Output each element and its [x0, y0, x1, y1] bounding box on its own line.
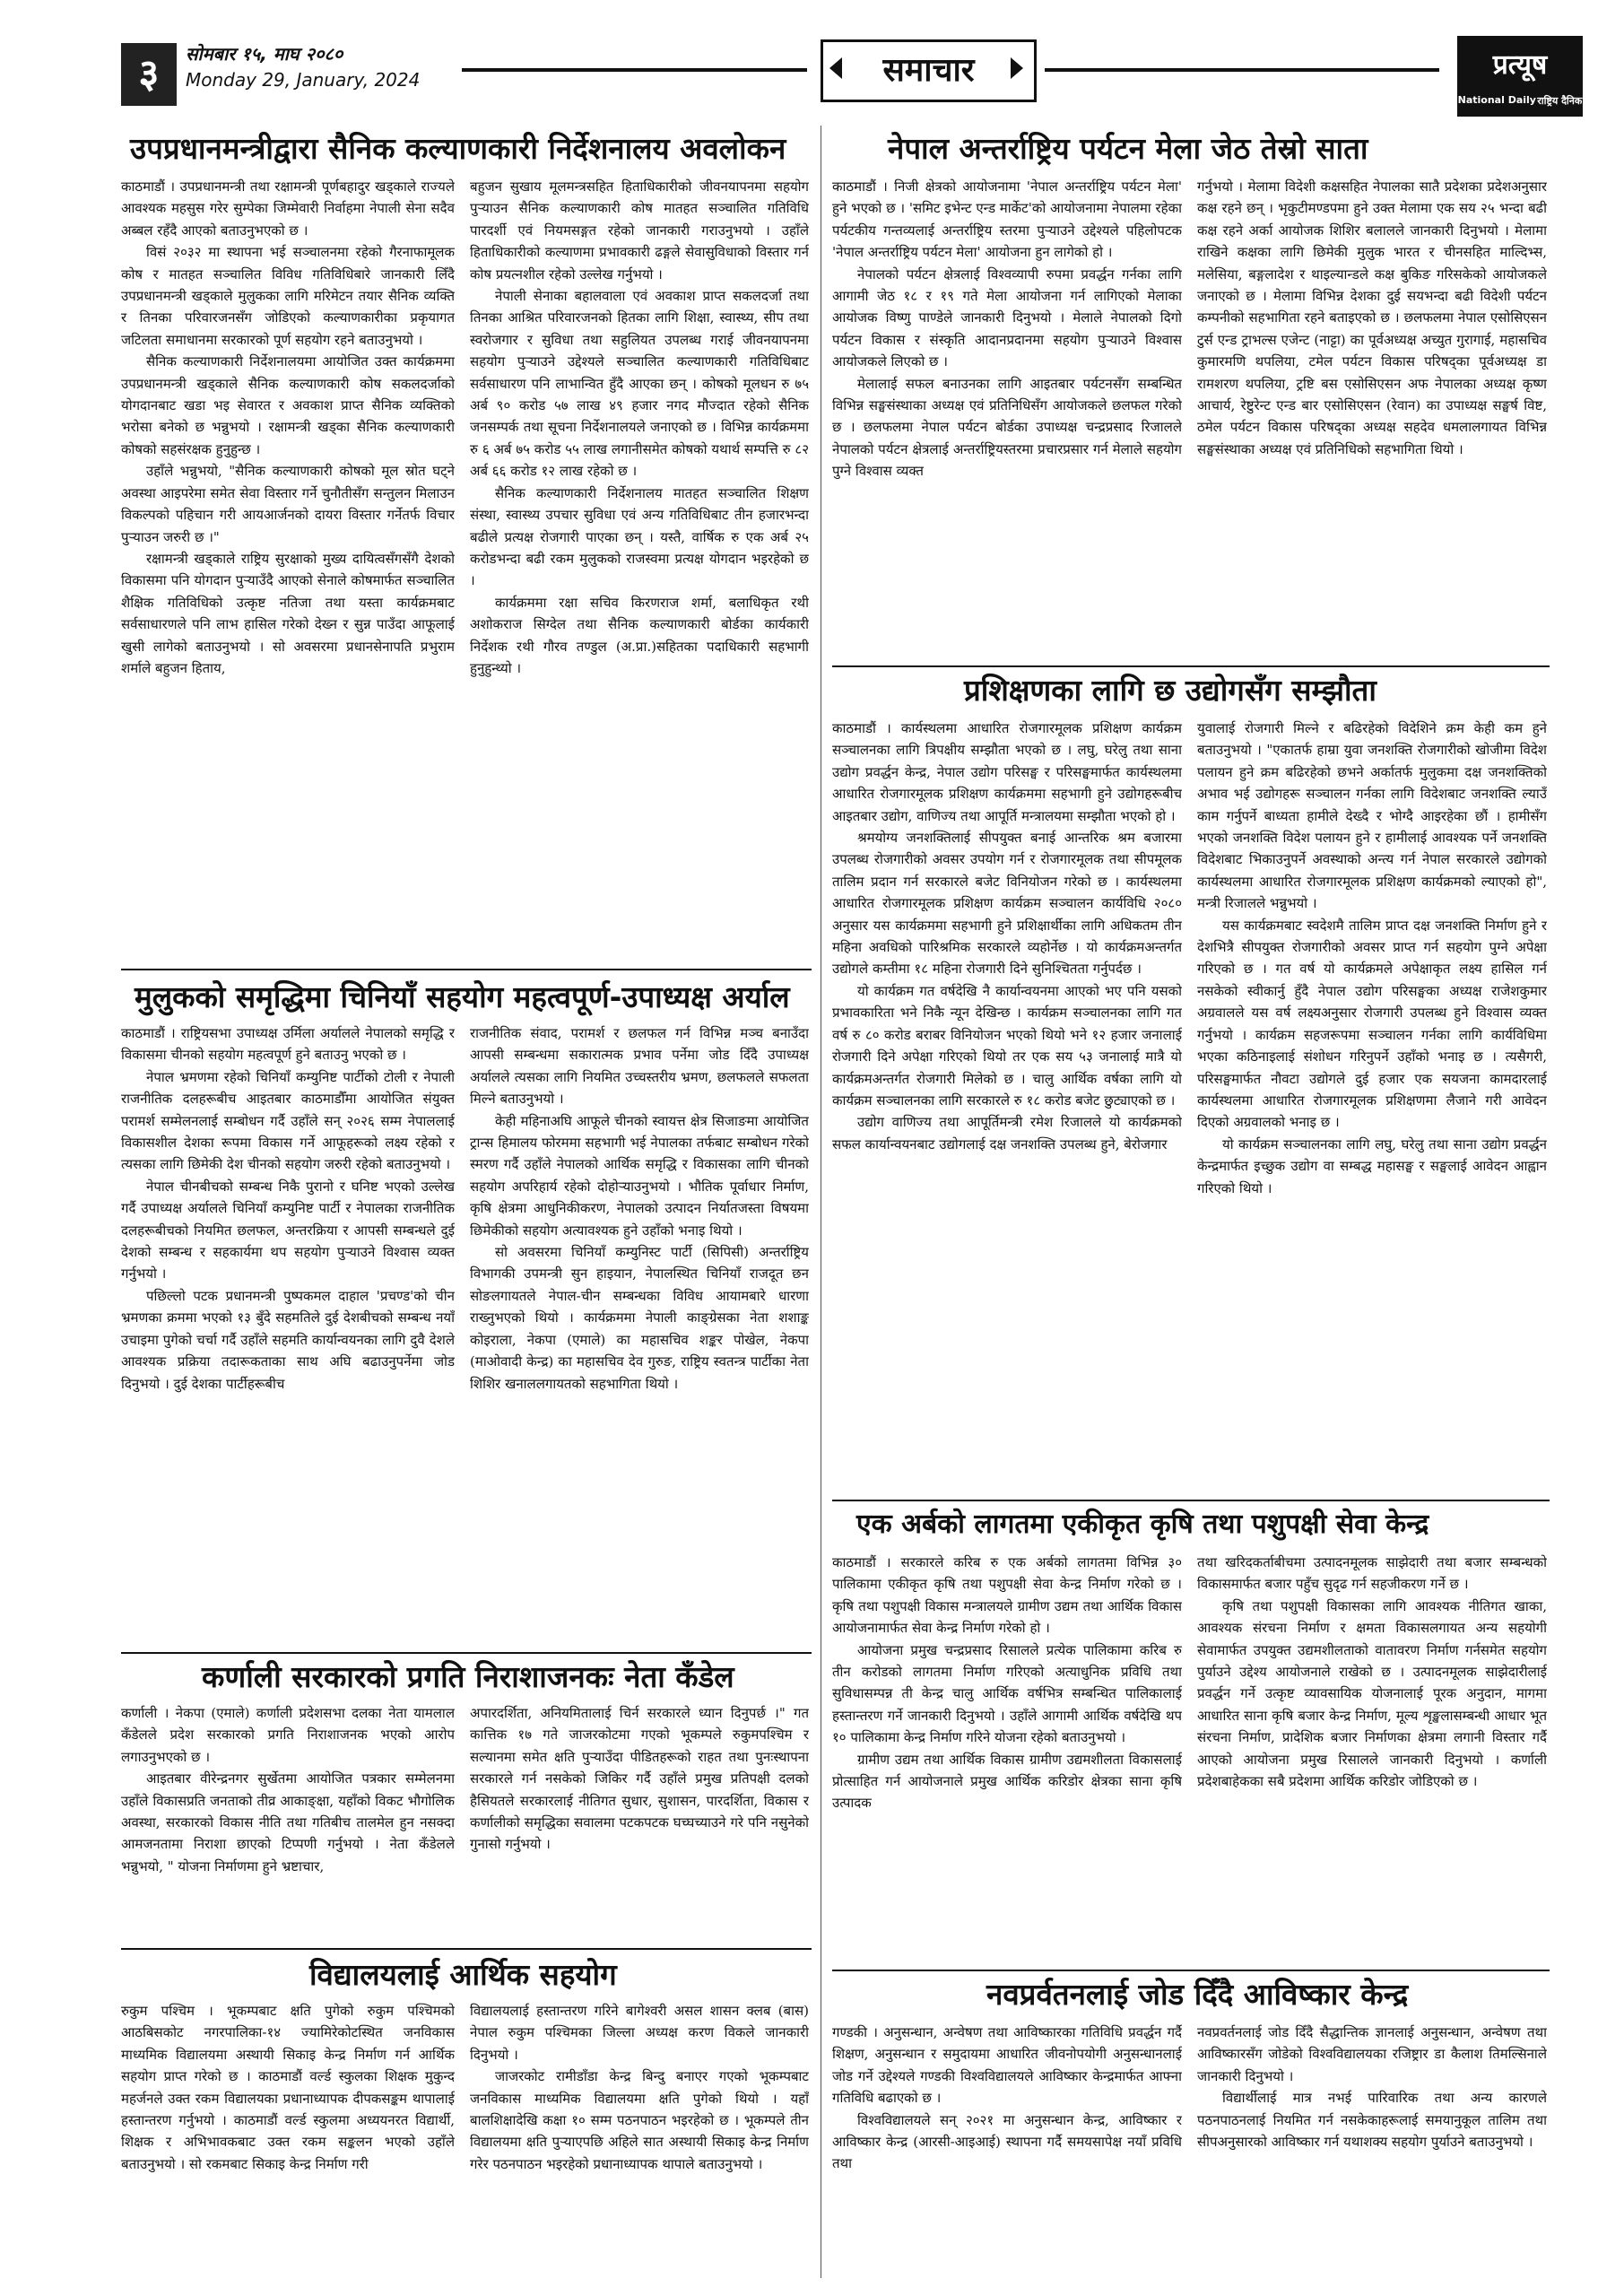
article-column: [121, 1022, 455, 1646]
article-column: [1197, 176, 1547, 660]
paragraph: काठमाडौं । कार्यस्थलमा आधारित रोजगारमूलक प्रशिक्षण कार्यक्रम सञ्चालनका लागि त्रिपक्षीय सम्झौता भएको छ । लघु, घरेलु तथा साना उद्योग प्रवर्द्धन केन्द्र, नेपाल उद्योग परिसङ्घ र परिसङ्घमार्फत कार्यस्थलमा आधारित रोजगारमूलक प्रशिक्षण कार्यक्रममा सहभागी हुने उद्योगहरूबीच आइतबार उद्योग, वाणिज्य तथा आपूर्ति मन्त्रालयमा सम्झौता भएको हो ।: [832, 720, 1182, 824]
article-divider: [121, 1652, 812, 1654]
paragraph: यस कार्यक्रमबाट स्वदेशमै तालिम प्राप्त दक्ष जनशक्ति निर्माण हुने र देशभित्रै सीपयुक्त रोजगारीको अवसर प्राप्त गर्न सहयोग पुग्ने अपेक्षा गरिएको छ । गत वर्ष यो कार्यक्रमले अपेक्षाकृत लक्ष्य हासिल गर्न नसकेको स्वीकार्नु हुँदै नेपाल उद्योग परिसङ्घका अध्यक्ष राजेशकुमार अग्रवालले यस वर्ष लक्ष्यअनुसार रोजगारी उपलब्ध हुने विश्वास व्यक्त गर्नुभयो । कार्यक्रम सहजरूपमा सञ्चालन गर्नका लागि कार्यविधिमा भएका कठिनाइलाई संशोधन गरिनुपर्ने उहाँको भनाइ छ । त्यसैगरी, परिसङ्घमार्फत नौवटा उद्योगले दुई हजार एक सयजना कामदारलाई कार्यस्थलमा आधारित रोजगारमूलक प्रशिक्षणमा लैजाने गरी आवेदन दिएको अग्रवालको भनाइ छ ।: [1197, 917, 1547, 1131]
article-column: [832, 176, 1182, 660]
article-divider: [832, 665, 1550, 667]
article-column: [121, 1702, 455, 1943]
masthead-rule-left: [462, 68, 807, 72]
paragraph: गण्डकी । अनुसन्धान, अन्वेषण तथा आविष्कारका गतिविधि प्रवर्द्धन गर्दै शिक्षण, अनुसन्धान र समुदायमा आधारित जीवनोपयोगी अनुसन्धानलाई जोड गर्ने उद्देश्यले गण्डकी विश्वविद्यालयले आविष्कार केन्द्रमार्फत आफ्ना गतिविधि बढाएको छ ।: [832, 2024, 1182, 2107]
headline: विद्यालयलाई आर्थिक सहयोग: [309, 1957, 617, 1992]
paragraph: गर्नुभयो । मेलामा विदेशी कक्षसहित नेपालका सातै प्रदेशका प्रदेशअनुसार कक्ष रहने छन् । भृकुटीमण्डपमा हुने उक्त मेलामा एक सय २५ भन्दा बढी कक्ष रहने अर्का आयोजक शिशिर बलालले जानकारी दिनुभयो । मेलामा राखिने कक्षका लागि छिमेकी मुलुक भारत र चीनसहित माल्दिभ्स, मलेसिया, बङ्गलादेश र थाइल्यान्डले कक्ष बुकिङ गरिसकेको आयोजकले जनाएको छ । मेलामा विभिन्न देशका दुई सयभन्दा बढी विदेशी पर्यटन कम्पनीको सहभागिता रहने बताइएको छ । छलफलमा नेपाल एसोसिएसन टुर्स एन्ड ट्राभल्स एजेन्ट (नाट्टा) का पूर्वअध्यक्ष अच्युत गुरागाई, महासचिव कुमारमणि थपलिया, टमेल पर्यटन विकास परिषद्का पूर्वअध्यक्ष डा रामशरण थपलिया, ट्रष्टि बस एसोसिएसन अफ नेपालका अध्यक्ष कृष्ण आचार्य, रेष्टुरेन्ट एन्ड बार एसोसिएसन (रेवान) का उपाध्यक्ष सङ्घर्ष विष्ट, ठमेल पर्यटन विकास परिषद्का अध्यक्ष सहदेव धमलालगायत विभिन्न सङ्घसंस्थाका अध्यक्ष एवं प्रतिनिधिको सहभागिता थियो ।: [1197, 178, 1547, 457]
paragraph: ग्रामीण उद्यम तथा आर्थिक विकास ग्रामीण उद्यमशीलता विकासलाई प्रोत्साहित गर्न आयोजनाले प्रमुख आर्थिक करिडोर क्षेत्रका साना कृषि उत्पादक: [832, 1751, 1182, 1812]
headline: एक अर्बको लागतमा एकीकृत कृषि तथा पशुपक्षी सेवा केन्द्र: [856, 1509, 1429, 1540]
paragraph: कार्यक्रममा रक्षा सचिव किरणराज शर्मा, बलाधिकृत रथी अशोकराज सिग्देल तथा सैनिक कल्याणकारी बोर्डका कार्यकारी निर्देशक रथी गौरव तण्डुल (अ.प्रा.)सहितका पदाधिकारी सहभागी हुनुहुन्थ्यो ।: [470, 594, 809, 676]
paragraph: उद्योग वाणिज्य तथा आपूर्तिमन्त्री रमेश रिजालले यो कार्यक्रमको सफल कार्यान्वयनबाट उद्योगलाई दक्ष जनशक्ति उपलब्ध हुने, बेरोजगार: [832, 1114, 1182, 1152]
article-column: [832, 2022, 1182, 2269]
masthead-rule-right: [1045, 68, 1439, 72]
paragraph: काठमाडौं । उपप्रधानमन्त्री तथा रक्षामन्त्री पूर्णबहादुर खड्काले राज्यले आवश्यक महसुस गरेर सुम्पेका जिम्मेवारी निर्वाहमा नेपाली सेना सदैव अब्बल रहँदै आएको बताउनुभएको छ ।: [121, 178, 455, 239]
article-column: [121, 176, 455, 961]
headline: मुलुकको समृद्धिमा चिनियाँ सहयोग महत्वपूर्ण-उपाध्यक्ष अर्याल: [135, 979, 790, 1014]
paragraph: आयोजना प्रमुख चन्द्रप्रसाद रिसालले प्रत्येक पालिकामा करिब रु तीन करोडको लागतमा निर्माण गरिएको अत्याधुनिक प्रविधि तथा सुविधासम्पन्न ती केन्द्र चालु आर्थिक वर्षभित्र सम्बन्धित पालिकालाई हस्तान्तरण गर्ने जानकारी दिनुभयो । उहाँले आगामी आर्थिक वर्षदेखि थप १० पालिकामा केन्द्र निर्माण गरिने योजना रहेको बताउनुभयो ।: [832, 1641, 1182, 1746]
paragraph: यो कार्यक्रम सञ्चालनका लागि लघु, घरेलु तथा साना उद्योग प्रवर्द्धन केन्द्रमार्फत इच्छुक उद्योग वा सम्बद्ध महासङ्घ र सङ्घलाई आवेदन आह्वान गरिएको थियो ।: [1197, 1135, 1547, 1196]
paragraph: काठमाडौं । सरकारले करिब रु एक अर्बको लागतमा विभिन्न ३० पालिकामा एकीकृत कृषि तथा पशुपक्षी सेवा केन्द्र निर्माण गरेको छ । कृषि तथा पशुपक्षी विकास मन्त्रालयले ग्रामीण उद्यम तथा आर्थिक विकास आयोजनामार्फत सेवा केन्द्र निर्माण गरेको हो ।: [832, 1554, 1182, 1637]
paragraph: अपारदर्शिता, अनियमितालाई चिर्न सरकारले ध्यान दिनुपर्छ ।" गत कात्तिक १७ गते जाजरकोटमा गएको भूकम्पले रुकुमपश्चिम र सल्यानमा समेत क्षति पुऱ्याउँदा पीडितहरूको राहत तथा पुनःस्थापना सरकारले गर्न नसकेको जिकिर गर्दै उहाँले प्रमुख प्रतिपक्षी दलको हैसियतले सरकारलाई नीतिगत सुधार, सुशासन, पारदर्शिता, विकास र कर्णालीको समृद्धिका सवालमा पटकपटक घच्घच्याउने गरे पनि नसुनेको गुनासो गर्नुभयो ।: [470, 1705, 809, 1853]
issue-date: [186, 41, 420, 91]
paragraph: केही महिनाअघि आफूले चीनको स्वायत्त क्षेत्र सिजाङमा आयोजित ट्रान्स हिमालय फोरममा सहभागी भई नेपालका तर्फबाट सम्बोधन गरेको स्मरण गर्दै उहाँले नेपालको आर्थिक समृद्धि र विकासका लागि चीनको सहयोग अपरिहार्य रहेको दोहोऱ्याउनुभयो । भौतिक पूर्वाधार निर्माण, कृषि क्षेत्रमा आधुनिकीकरण, नेपालको उत्पादन निर्यातजस्ता विषयमा छिमेकीको सहयोग अत्यावश्यक हुने उहाँको भनाइ थियो ।: [470, 1112, 809, 1239]
paragraph: नेपाली सेनाका बहालवाला एवं अवकाश प्राप्त सकलदर्जा तथा तिनका आश्रित परिवारजनको हितका लागि शिक्षा, स्वास्थ्य, सीप तथा स्वरोजगार र सुविधा तथा सहुलियत उपलब्ध गराई जीवनयापनमा सहयोग पुऱ्याउने उद्देश्यले सञ्चालित कल्याणकारी गतिविधिबाट सर्वसाधारण पनि लाभान्वित हुँदै आएका छन् । कोषको मूलधन रु ७५ अर्ब ९० करोड ५७ लाख ४९ हजार नगद मौज्दात रहेको सैनिक जनसम्पर्क तथा सूचना निर्देशनालयले जनाएको छ । विभिन्न कार्यक्रममा रु ६ अर्ब ७५ करोड ५५ लाख लगानीसमेत कोषको यथार्थ सम्पत्ति रु ८२ अर्ब ६६ करोड १२ लाख रहेको छ ।: [470, 288, 809, 480]
paragraph: नेपाल चीनबीचको सम्बन्ध निकै पुरानो र घनिष्ट भएको उल्लेख गर्दै उपाध्यक्ष अर्यालले चिनियाँ कम्युनिष्ट पार्टी र नेपालका राजनीतिक दलहरूबीचको नियमित छलफल, अन्तरक्रिया र आपसी सम्बन्धले दुई देशको सम्बन्ध र सहकार्यमा थप सहयोग पुऱ्याउने विश्वास व्यक्त गर्नुभयो ।: [121, 1178, 455, 1283]
article-column: [470, 1022, 809, 1646]
paragraph: सैनिक कल्याणकारी निर्देशनालय मातहत सञ्चालित शिक्षण संस्था, स्वास्थ्य उपचार सुविधा एवं अन्य गतिविधिबाट तीन हजारभन्दा बढीले प्रत्यक्ष रोजगारी पाएका छन् । यस्तै, वार्षिक रु एक अर्ब २५ करोडभन्दा बढी रकम मुलुकको राजस्वमा प्रत्यक्ष योगदान भइरहेको छ ।: [470, 484, 809, 589]
section-title: समाचार: [821, 39, 1037, 102]
paragraph: सैनिक कल्याणकारी निर्देशनालयमा आयोजित उक्त कार्यक्रममा उपप्रधानमन्त्री खड्काले सैनिक कल्याणकारी कोष सकलदर्जाको योगदानबाट खडा भइ सेवारत र अवकाश प्राप्त सैनिक व्यक्तिको भरोसा बनेको छ भन्नुभयो । रक्षामन्त्री खड्का सैनिक कल्याणकारी कोषको सहसंरक्षक हुनुहुन्छ ।: [121, 353, 455, 457]
paragraph: सो अवसरमा चिनियाँ कम्युनिस्ट पार्टी (सिपिसी) अन्तर्राष्ट्रिय विभागकी उपमन्त्री सुन हाइयान, नेपालस्थित चिनियाँ राजदूत छन सोङलगायतले नेपाल-चीन सम्बन्धका विविध आयामबारे धारणा राख्नुभएको थियो । कार्यक्रममा नेपाली काङ्ग्रेसका नेता शशाङ्क कोइराला, नेकपा (एमाले) का महासचिव शङ्कर पोखेल, नेकपा (माओवादी केन्द्र) का महासचिव देव गुरुङ, राष्ट्रिय स्वतन्त्र पार्टीका नेता शिशिर खनाललगायतको सहभागिता थियो ।: [470, 1244, 809, 1392]
headline: कर्णाली सरकारको प्रगति निराशाजनकः नेता कँडेल: [202, 1659, 734, 1694]
paragraph: यो कार्यक्रम गत वर्षदेखि नै कार्यान्वयनमा आएको भए पनि यसको प्रभावकारिता भने निकै न्यून देखिन्छ । कार्यक्रम सञ्चालनका लागि गत वर्ष रु ८० करोड बराबर विनियोजन भएको थियो भने १२ हजार जनालाई रोजगारी दिने अपेक्षा गरिएको थियो तर एक सय ५३ जनालाई मात्रै यो कार्यक्रमअन्तर्गत रोजगारी मिलेको छ । चालु आर्थिक वर्षका लागि यो कार्यक्रम सञ्चालनका लागि सरकारले रु १८ करोड बजेट छुट्याएको छ ।: [832, 982, 1182, 1109]
article-column: [832, 718, 1182, 1493]
paragraph: विद्यालयलाई हस्तान्तरण गरिने बागेश्वरी असल शासन क्लब (बास) नेपाल रुकुम पश्चिमका जिल्ला अध्यक्ष करण विकले जानकारी दिनुभयो ।: [470, 2003, 809, 2063]
paragraph: विद्यार्थीलाई मात्र नभई पारिवारिक तथा अन्य कारणले पठनपाठनलाई नियमित गर्न नसकेकाहरूलाई समयानुकूल तालिम तथा सीपअनुसारको आविष्कार गर्न यथाशक्य सहयोग पुर्याउने बताउनुभयो ।: [1197, 2090, 1547, 2151]
paragraph: नेपाल भ्रमणमा रहेको चिनियाँ कम्युनिष्ट पार्टीको टोली र नेपाली राजनीतिक दलहरूबीच आइतबार काठमाडौँमा आयोजित संयुक्त परामर्श सम्मेलनलाई सम्बोधन गर्दै उहाँले सन् २०२६ सम्म नेपाललाई विकासशील देशका रूपमा विकास गर्ने आफूहरूको लक्ष्य रहेको र त्यसका लागि छिमेकी देश चीनको सहयोग जरुरी रहेको बताउनुभयो ।: [121, 1068, 455, 1173]
paragraph: काठमाडौं । राष्ट्रियसभा उपाध्यक्ष उर्मिला अर्यालले नेपालको समृद्धि र विकासमा चीनको सहयोग महत्वपूर्ण हुने बताउनु भएको छ ।: [121, 1025, 455, 1064]
paragraph: कर्णाली । नेकपा (एमाले) कर्णाली प्रदेशसभा दलका नेता यामलाल कँडेलले प्रदेश सरकारको प्रगति निराशाजनक भएको आरोप लगाउनुभएको छ ।: [121, 1705, 455, 1765]
paragraph: रुकुम पश्चिम । भूकम्पबाट क्षति पुगेको रुकुम पश्चिमको आठबिसकोट नगरपालिका-१४ ज्यामिरेकोटस्थित जनविकास माध्यमिक विद्यालयमा अस्थायी सिकाइ केन्द्र निर्माण गर्न आर्थिक सहयोग प्राप्त गरेको छ । काठमाडौं वर्ल्ड स्कुलका शिक्षक मुकुन्द महर्जनले उक्त रकम विद्यालयका प्रधानाध्यापक दीपकसङ्कम थापालाई हस्तान्तरण गर्नुभयो । काठमाडौं वर्ल्ड स्कुलमा अध्ययनरत विद्यार्थी, शिक्षक र अभिभावकबाट उक्त रकम सङ्कलन भएको उहाँले बताउनुभयो । सो रकमबाट सिकाइ केन्द्र निर्माण गरी: [121, 2003, 455, 2172]
paragraph: काठमाडौं । निजी क्षेत्रको आयोजनामा 'नेपाल अन्तर्राष्ट्रिय पर्यटन मेला' हुने भएको छ । 'समिट इभेन्ट एन्ड मार्केट'को आयोजनामा नेपालमा रहेका पर्यटकीय गन्तव्यलाई अन्तर्राष्ट्रिय स्तरमा पुऱ्याउने उद्देश्यले पहिलोपटक 'नेपाल अन्तर्राष्ट्रिय पर्यटन मेला' आयोजना हुन लागेको हो ।: [832, 178, 1182, 261]
headline: उपप्रधानमन्त्रीद्वारा सैनिक कल्याणकारी निर्देशनालय अवलोकन: [130, 131, 786, 166]
logo-subtitle-np: राष्ट्रिय दैनिक: [1537, 95, 1583, 107]
paragraph: उहाँले भन्नुभयो, "सैनिक कल्याणकारी कोषको मूल स्रोत घट्ने अवस्था आइपरेमा समेत सेवा विस्तार गर्ने चुनौतीसँग सन्तुलन मिलाउन विकल्पको पहिचान गरी आयआर्जनको दायरा विस्तार गर्नेतर्फ विचार पुऱ्याउन जरुरी छ ।": [121, 463, 455, 545]
paragraph: विश्वविद्यालयले सन् २०२१ मा अनुसन्धान केन्द्र, आविष्कार र आविष्कार केन्द्र (आरसी-आइआई) स्थापना गर्दै समयसापेक्ष नयाँ प्रविधि तथा: [832, 2111, 1182, 2172]
date-nepali: सोमबार १५, माघ २०८०: [186, 43, 343, 65]
paragraph: विसं २०३२ मा स्थापना भई सञ्चालनमा रहेको गैरनाफामूलक कोष र मातहत सञ्चालित विविध गतिविधिबारे जानकारी लिँदै उपप्रधानमन्त्री खड्काले मुलुकका लागि मरिमेटन तयार सैनिक व्यक्ति र तिनका परिवारजनसँग जोडिएको कल्याणकारीका प्रकृयागत जटिलता समाधानमा सरकारको पूर्ण सहयोग रहने बताउनुभयो ।: [121, 244, 455, 348]
article-column: [470, 2000, 809, 2269]
article-column: [1197, 1552, 1547, 1964]
paragraph: नेपालको पर्यटन क्षेत्रलाई विश्वव्यापी रुपमा प्रवर्द्धन गर्नका लागि आगामी जेठ १८ र १९ गते मेला आयोजना गर्न लागिएको मेलाका आयोजक विष्णु पाण्डेले जानकारी दिनुभयो । मेलाले नेपालको दिगो पर्यटन विकास र संस्कृति आदानप्रदानमा सहयोग पुऱ्याउने विश्वास आयोजकले लिएको छ ।: [832, 265, 1182, 370]
arrow-left-icon: [829, 57, 842, 79]
headline: नेपाल अन्तर्राष्ट्रिय पर्यटन मेला जेठ तेस्रो साता: [888, 131, 1368, 166]
paragraph: मेलालाई सफल बनाउनका लागि आइतबार पर्यटनसँग सम्बन्धित विभिन्न सङ्घसंस्थाका अध्यक्ष एवं प्रतिनिधिसँग आयोजकले छलफल गरेको छ । छलफलमा नेपाल पर्यटन बोर्डका उपाध्यक्ष चन्द्रप्रसाद रिजालले नेपालको पर्यटन क्षेत्रलाई अन्तर्राष्ट्रियस्तरमा प्रचारप्रसार गर्न मेलाले सहयोग पुग्ने विश्वास व्यक्त: [832, 375, 1182, 480]
headline: प्रशिक्षणका लागि छ उद्योगसँग सम्झौता: [964, 673, 1376, 708]
paragraph: नवप्रवर्तनलाई जोड दिँदै सैद्धान्तिक ज्ञानलाई अनुसन्धान, अन्वेषण तथा आविष्कारसँग जोडेको विश्वविद्यालयका रजिष्ट्रार डा कैलाश तिमल्सिनाले जानकारी दिनुभयो ।: [1197, 2024, 1547, 2084]
masthead: [121, 36, 1583, 118]
paragraph: बहुजन सुखाय मूलमन्त्रसहित हिताधिकारीको जीवनयापनमा सहयोग पुऱ्याउन सैनिक कल्याणकारी कोष मातहत सञ्चालित गतिविधि पारदर्शी एवं नियमसङ्गत रहेको जानकारी गराउनुभयो । उहाँले हिताधिकारीको कल्याणमा प्रभावकारी ढङ्गले सेवासुविधाको विस्तार गर्न कोष प्रयत्नशील रहेको उल्लेख गर्नुभयो ।: [470, 178, 809, 283]
arrow-right-icon: [1011, 57, 1023, 79]
logo-title: प्रत्यूष: [1492, 49, 1548, 81]
article-column: [470, 176, 809, 961]
paragraph: पछिल्लो पटक प्रधानमन्त्री पुष्पकमल दाहाल 'प्रचण्ड'को चीन भ्रमणका क्रममा भएको १३ बुँदे सहमतिले दुई देशबीचको सम्बन्ध नयाँ उचाइमा पुगेको चर्चा गर्दै उहाँले सहमति कार्यान्वयनका लागि दुवै देशले आवश्यक प्रक्रिया तदारूकताका साथ अघि बढाउनुपर्नेमा जोड दिनुभयो । दुई देशका पार्टीहरूबीच: [121, 1287, 455, 1392]
paragraph: आइतबार वीरेन्द्रनगर सुर्खेतमा आयोजित पत्रकार सम्मेलनमा उहाँले विकासप्रति जनताको तीव्र आकाङ्क्षा, यहाँको विकट भौगोलिक अवस्था, सरकारको विकास नीति तथा गतिबीच तालमेल हुन नसक्दा आमजनतामा निराशा छाएको टिप्पणी गर्नुभयो । नेता कँडेलले भन्नुभयो, " योजना निर्माणमा हुने भ्रष्टाचार,: [121, 1770, 455, 1874]
article-column: [121, 2000, 455, 2269]
date-english: Monday 29, January, 2024: [186, 69, 421, 91]
article-divider: [832, 1500, 1550, 1501]
article-column: [832, 1552, 1182, 1964]
paragraph: रक्षामन्त्री खड्काले राष्ट्रिय सुरक्षाको मुख्य दायित्वसँगसँगै देशको विकासमा पनि योगदान पुऱ्याउँदै आएको सेनाले कोषमार्फत सञ्चालित शैक्षिक गतिविधिको उत्कृष्ट नतिजा तथा यस्ता कार्यक्रमबाट सर्वसाधारणले पनि लाभ हासिल गरेको देख्न र सुन्न पाउँदा आफूलाई खुसी लागेको बताउनुभयो । सो अवसरमा प्रधानसेनापति प्रभुराम शर्माले बहुजन हिताय,: [121, 550, 455, 676]
paragraph: कृषि तथा पशुपक्षी विकासका लागि आवश्यक नीतिगत खाका, आवश्यक संरचना निर्माण र क्षमता विकासलगायत अन्य सहयोगी सेवामार्फत उपयुक्त उद्यमशीलताको वातावरण निर्माण गर्नसमेत सहयोग पुर्याउने उद्देश्य आयोजनाले राखेको छ । उत्पादनमूलक साझेदारीलाई प्रवर्द्धन गर्ने उत्कृष्ट व्यावसायिक योजनालाई पूरक अनुदान, मागमा आधारित साना कृषि बजार केन्द्र निर्माण, मूल्य शृङ्खलासम्बन्धी आधार भूत संरचना निर्माण, प्रादेशिक बजार निर्माणका क्षेत्रमा लगानी विस्तार गर्दै आएको आयोजना प्रमुख रिसालले जानकारी दिनुभयो । कर्णाली प्रदेशबाहेकका सबै प्रदेशमा आर्थिक करिडोर जोडिएको छ ।: [1197, 1597, 1547, 1790]
paragraph: तथा खरिदकर्ताबीचमा उत्पादनमूलक साझेदारी तथा बजार सम्बन्धको विकासमार्फत बजार पहुँच सुदृढ गर्न सहजीकरण गर्ने छ ।: [1197, 1554, 1547, 1593]
paragraph: युवालाई रोजगारी मिल्ने र बढिरहेको विदेशिने क्रम केही कम हुने बताउनुभयो । "एकातर्फ हाम्रा युवा जनशक्ति रोजगारीको खोजीमा विदेश पलायन हुने क्रम बढिरहेको छभने अर्कातर्फ मुलुकमा दक्ष जनशक्तिको अभाव भई उद्योगहरू सञ्चालन गर्नका लागि विदेशबाट जनशक्ति ल्याउँ काम गर्नुपर्ने बाध्यता हामीले देख्दै र भोग्दै आइरहेका छौं । हामीसँग भएको जनशक्ति विदेश पलायन हुने र हामीलाई आवश्यक पर्ने जनशक्ति विदेशबाट भिकाउनुपर्ने अवस्थाको अन्त्य गर्न नेपाल सरकारले उद्योगको कार्यस्थलमा आधारित रोजगारमूलक प्रशिक्षण कार्यक्रमको ल्याएको हो", मन्त्री रिजालले भन्नुभयो ।: [1197, 720, 1547, 912]
article-divider: [121, 969, 812, 970]
newspaper-logo: [1457, 36, 1583, 117]
article-column: [1197, 718, 1547, 1493]
article-column: [1197, 2022, 1547, 2269]
page-number: ३: [121, 43, 177, 106]
article-divider: [832, 1970, 1550, 1971]
paragraph: जाजरकोट रामीडाँडा केन्द्र बिन्दु बनाएर गएको भूकम्पबाट जनविकास माध्यमिक विद्यालयमा क्षति पुगेको थियो । यहाँ बालशिक्षादेखि कक्षा १० सम्म पठनपाठन भइरहेको छ । भूकम्पले तीन विद्यालयमा क्षति पुऱ्याएपछि अहिले सात अस्थायी सिकाइ केन्द्र निर्माण गरेर पठनपाठन भइरहेको प्रधानाध्यापक थापाले बताउनुभयो ।: [470, 2068, 809, 2172]
article-column: [470, 1702, 809, 1943]
paragraph: राजनीतिक संवाद, परामर्श र छलफल गर्न विभिन्न मञ्च बनाउँदा आपसी सम्बन्धमा सकारात्मक प्रभाव पर्नेमा जोड दिँदै उपाध्यक्ष अर्यालले त्यसका लागि नियमित उच्चस्तरीय भ्रमण, छलफलले सफलता मिल्ने बताउनुभयो ।: [470, 1025, 809, 1108]
logo-subtitle-en: National Daily: [1457, 94, 1536, 106]
article-divider: [121, 1948, 812, 1950]
paragraph: श्रमयोग्य जनशक्तिलाई सीपयुक्त बनाई आन्तरिक श्रम बजारमा उपलब्ध रोजगारीको अवसर उपयोग गर्न र रोजगारमूलक तथा सीपमूलक तालिम प्रदान गर्न सरकारले बजेट विनियोजन गरेको छ । कार्यस्थलमा आधारित रोजगारमूलक प्रशिक्षण कार्यक्रम सञ्चालन कार्यविधि २०८० अनुसार यस कार्यक्रममा सहभागी हुने प्रशिक्षार्थीका लागि अधिकतम तीन महिना अवधिको पारिश्रमिक सरकारले व्यहोर्नेछ । यो कार्यक्रमअन्तर्गत उद्योगले कम्तीमा १८ महिना रोजगारी दिने सुनिश्चितता गर्नुपर्दछ ।: [832, 830, 1182, 978]
headline: नवप्रर्वतनलाई जोड दिँदै आविष्कार केन्द्र: [986, 1977, 1409, 2012]
